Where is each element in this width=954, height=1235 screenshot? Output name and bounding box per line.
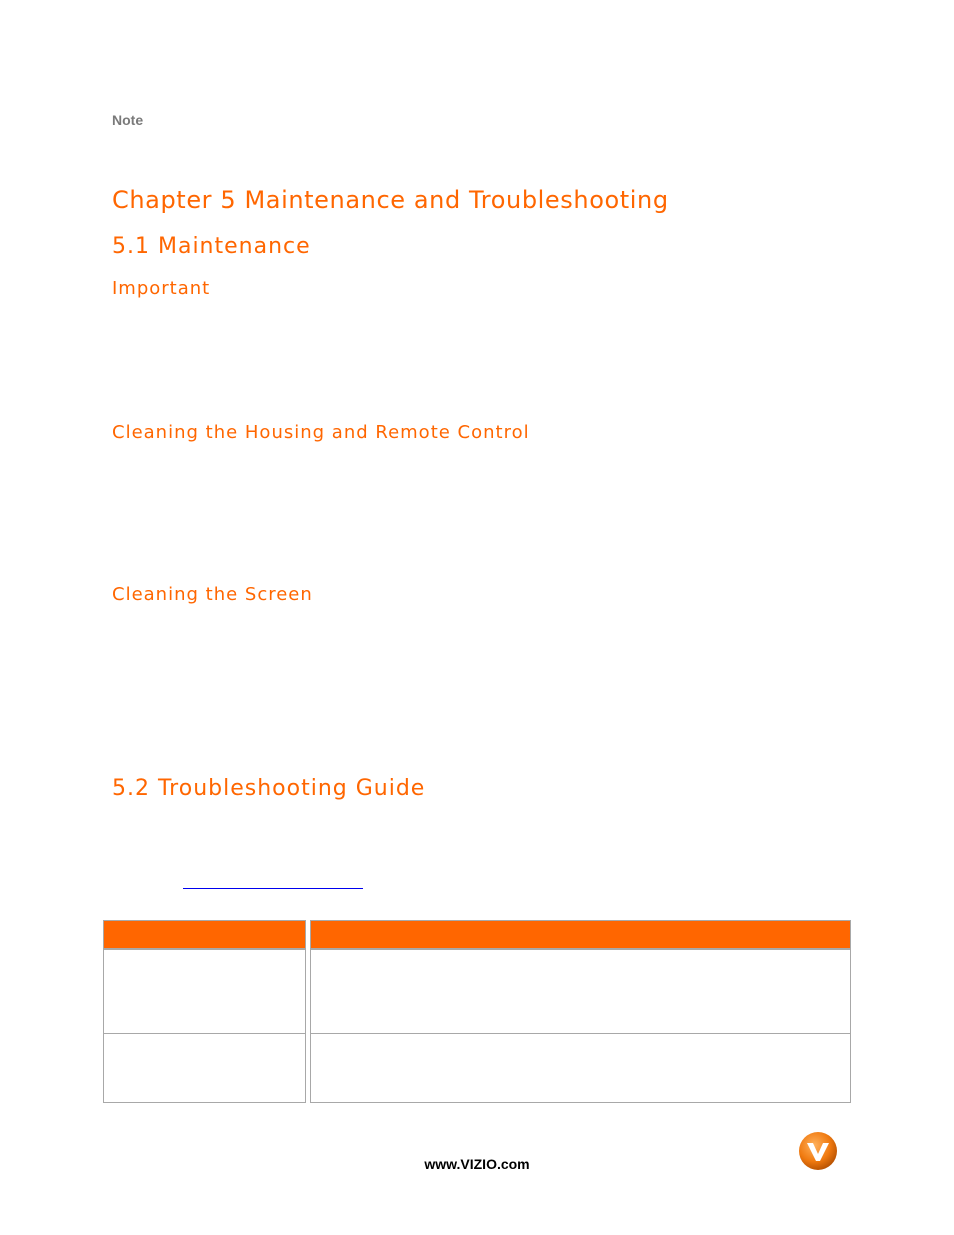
table-cell <box>103 949 306 1034</box>
subheading-cleaning-housing: Cleaning the Housing and Remote Control <box>112 422 530 443</box>
section-heading-troubleshooting: 5.2 Troubleshooting Guide <box>112 776 426 801</box>
table-cell <box>310 1033 851 1103</box>
section-heading-maintenance: 5.1 Maintenance <box>112 234 311 259</box>
subheading-cleaning-screen: Cleaning the Screen <box>112 584 313 605</box>
table-header-cell <box>103 920 306 949</box>
website-link[interactable] <box>183 888 363 889</box>
table-cell <box>310 949 851 1034</box>
table-cell <box>103 1033 306 1103</box>
footer-url[interactable]: www.VIZIO.com <box>424 1156 530 1172</box>
chapter-title: Chapter 5 Maintenance and Troubleshooting <box>112 186 669 214</box>
table-header-cell <box>310 920 851 949</box>
note-label: Note <box>112 112 144 128</box>
troubleshooting-table <box>103 920 851 1103</box>
vizio-logo-icon <box>798 1131 838 1171</box>
subheading-important: Important <box>112 278 211 299</box>
